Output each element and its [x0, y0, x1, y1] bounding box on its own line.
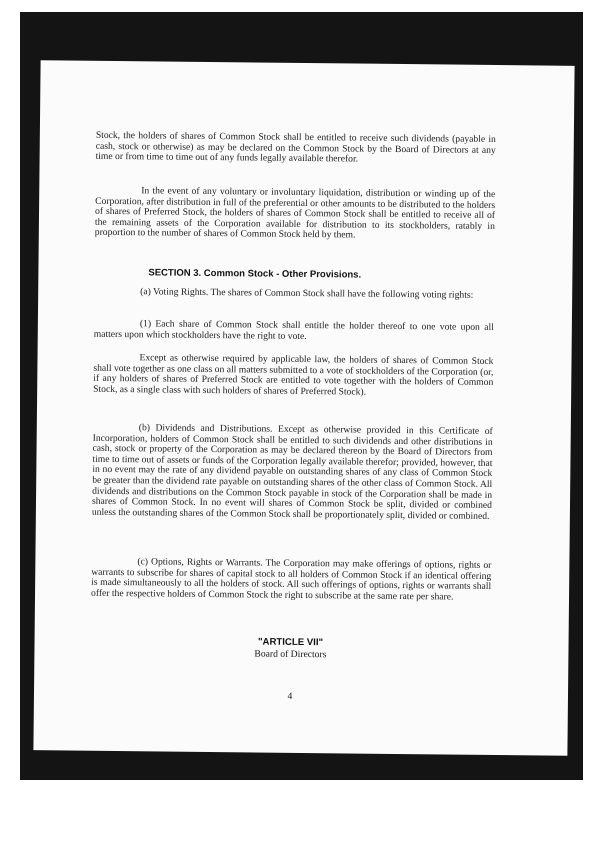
paragraph-voting-one-vote: (1) Each share of Common Stock shall entitle the holder thereof to one vote upon all matters upon which stockholders have the right to vote.: [93, 318, 494, 342]
article-subheading: Board of Directors: [254, 648, 327, 661]
paragraph-voting-class: Except as otherwise required by applicable law, the holders of shares of Common Stock shall vote together as one class on all matters submitted to a vote of stockholders of the Corporation (or, if any holders of shares of Preferred Stock are entitled to vote together with the holders of Common Stock, as a single class with such holders of shares of Preferred Stock).: [93, 352, 494, 398]
paragraph-liquidation: In the event of any voluntary or involuntary liquidation, distribution or winding up of the Corporation, after distribution in full of the preferential or other amounts to be distributed to the holders of shares of Preferred Stock, the holders of shares of Common Stock shall be entitled to receive all of the remaining assets of the Corporation available for distribution to its stockholders, ratably in proportion to the number of shares of Common Stock held by them.: [94, 185, 496, 241]
document-page: [33, 60, 574, 756]
page-number: 4: [287, 690, 293, 702]
article-heading: "ARTICLE VII": [257, 636, 324, 649]
paragraph-options-rights: (c) Options, Rights or Warrants. The Corporation may make offerings of options, rights or warrants to subscribe for shares of capital stock to all holders of Common Stock if an identical offering is made simultaneously to all the holders of stock. All such offerings of options, rights or warrants shall offer the respective holders of Common Stock the right to subscribe at the same rate per share.: [90, 556, 492, 603]
paragraph-voting-rights: (a) Voting Rights. The shares of Common Stock shall have the following voting rights:: [140, 286, 474, 301]
paragraph-dividends-distributions: (b) Dividends and Distributions. Except as otherwise provided in this Certificate of Incorporation, holders of Common Stock shall be entitled to such dividends and other distributions in cash, stock or property of the Corporation as may be declared thereon by the Board of Directors from time to time out of assets or funds of the Corporation legally available therefor; provided, however, that in no event may the rate of any dividend payable on outstanding shares of any class of Common Stock be greater than the dividend rate payable on outstanding shares of the other class of Common Stock. All dividends and distributions on the Common Stock payable in stock of the Corporation shall be made in shares of Common Stock. In no event will shares of Common Stock be split, divided or combined unless the outstanding shares of the Common Stock shall be proportionately split, divided or combined.: [91, 422, 493, 522]
paragraph-dividend-continuation: Stock, the holders of shares of Common Stock shall be entitled to receive such dividends (payable in cash, stock or otherwise) as may be declared on the Common Stock by the Board of Directors at any time or from time to time out of any funds legally available therefor.: [95, 129, 496, 165]
section-heading: SECTION 3. Common Stock - Other Provisions.: [148, 267, 362, 281]
